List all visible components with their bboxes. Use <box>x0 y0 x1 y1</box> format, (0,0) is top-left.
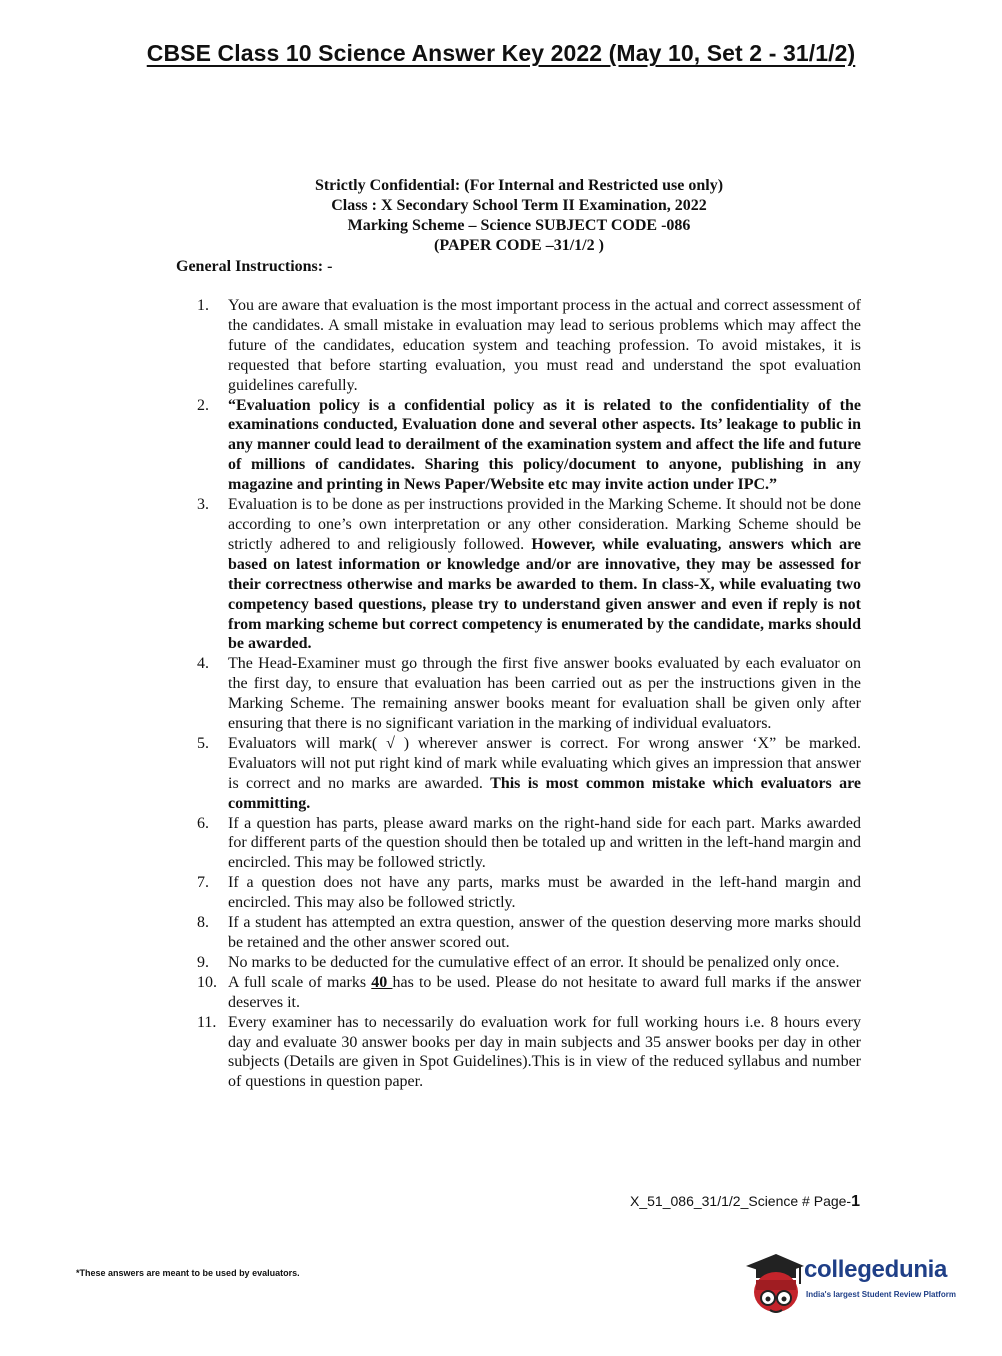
item-number: 8. <box>197 914 209 932</box>
list-item <box>197 654 861 734</box>
item-number: 3. <box>197 496 209 514</box>
item-number: 6. <box>197 814 209 832</box>
logo-tagline: India's largest Student Review Platform <box>806 1290 956 1299</box>
item-text: If a question does not have any parts, marks must be awarded in the left-hand margin and encircled. This may also be followed strictly. <box>228 874 861 912</box>
item-text: If a student has attempted an extra question, answer of the question deserving more marks should be retained and the other answer scored out. <box>228 914 861 951</box>
list-item <box>197 296 861 396</box>
item-text: Every examiner has to necessarily do evaluation work for full working hours i.e. 8 hours every day and evaluate 30 answer books per day in main subjects and 35 answer books per day in other subjects (Details are given in Spot Guidelines).This is in view of the reduced syllabus and number of questions in question paper. <box>228 1013 861 1091</box>
item-text: The Head-Examiner must go through the first five answer books evaluated by each evaluator on the first day, to ensure that evaluation has been carried out as per the instructions given in the Marking Scheme. The remaining answer books meant for evaluation shall be given only after ensuring that there is no significant variation in the marking of individual evaluators. <box>228 655 861 733</box>
header-line-paper-code: (PAPER CODE –31/1/2 ) <box>434 237 604 254</box>
item-text: No marks to be deducted for the cumulative effect of an error. It should be penalized only once. <box>228 953 840 971</box>
document-title: CBSE Class 10 Science Answer Key 2022 (May 10, Set 2 - 31/1/2) <box>146 40 856 66</box>
mascot-icon <box>742 1250 806 1320</box>
item-number: 2. <box>197 396 209 414</box>
marking-scheme-header <box>0 176 1002 256</box>
item-text: “Evaluation policy is a confidential policy as it is related to the confidentiality of the examinations conducted, Evaluation done and several other aspects. Its’ leakage to public in any manner could lead to derailment of the examination system and affect the life and future of millions of candidates. Sharing this policy/document to anyone, publishing in any magazine and printing in News Paper/Website etc may invite action under IPC.” <box>228 396 861 494</box>
list-item <box>197 1013 861 1093</box>
item-text: Evaluation is to be done as per instructions provided in the Marking Scheme. It should not be done according to one’s own interpretation or any other consideration. Marking Scheme should be strictly adhered to and religiously followed. However, while evaluating, answers which are based on latest information or knowledge and/or are innovative, they may be assessed for their correctness otherwise and marks be awarded to them. In class-X, while evaluating two competency based questions, please try to understand given answer and even if reply is not from marking scheme but correct competency is enumerated by the candidate, marks should be awarded. <box>228 496 861 653</box>
page-code: X_51_086_31/1/2_Science # Page-1 <box>630 1193 860 1210</box>
item-number: 11. <box>197 1013 217 1031</box>
header-line-subject: Marking Scheme – Science SUBJECT CODE -086 <box>347 217 691 234</box>
item-number: 4. <box>197 655 209 673</box>
list-item <box>197 953 861 973</box>
item-number: 1. <box>197 297 209 314</box>
item-number: 5. <box>197 734 209 752</box>
item-number: 10. <box>197 973 217 991</box>
instructions-list <box>197 296 861 1092</box>
list-item <box>197 495 861 654</box>
header-line-class: Class : X Secondary School Term II Examination, 2022 <box>331 197 707 214</box>
collegedunia-logo <box>742 1250 972 1320</box>
item-text: A full scale of marks 40 has to be used. Please do not hesitate to award full marks if the answer deserves it. <box>228 973 862 1011</box>
header-line-confidential: Strictly Confidential: (For Internal and Restricted use only) <box>314 177 724 194</box>
footnote: *These answers are meant to be used by evaluators. <box>76 1268 300 1278</box>
item-text: If a question has parts, please award marks on the right-hand side for each part. Marks awarded for different parts of the question should then be totaled up and written in the left-hand margin and encircled. This may be followed strictly. <box>228 814 861 872</box>
logo-wordmark: collegedunia <box>804 1256 948 1283</box>
list-item <box>197 396 861 496</box>
full-marks-value: 40 <box>371 973 393 991</box>
list-item <box>197 734 861 814</box>
general-instructions-heading: General Instructions: - <box>176 258 333 275</box>
list-item <box>197 873 861 913</box>
list-item <box>197 913 861 953</box>
page-number: 1 <box>851 1193 860 1210</box>
item-text: Evaluators will mark( √ ) wherever answer is correct. For wrong answer ‘X” be marked. Evaluators will not put right kind of mark while evaluating which gives an impression that answer is correct and no marks are awarded. This is most common mistake which evaluators are committing. <box>228 734 862 812</box>
list-item <box>197 973 861 1013</box>
list-item <box>197 814 861 874</box>
item-number: 9. <box>197 953 209 971</box>
item-number: 7. <box>197 874 209 892</box>
item-text: You are aware that evaluation is the most important process in the actual and correct assessment of the candidates. A small mistake in evaluation may lead to serious problems which may affect the future of the candidates, education system and teaching profession. To avoid mistakes, it is requested that before starting evaluation, you must read and understand the spot evaluation guidelines carefully. <box>228 297 861 394</box>
